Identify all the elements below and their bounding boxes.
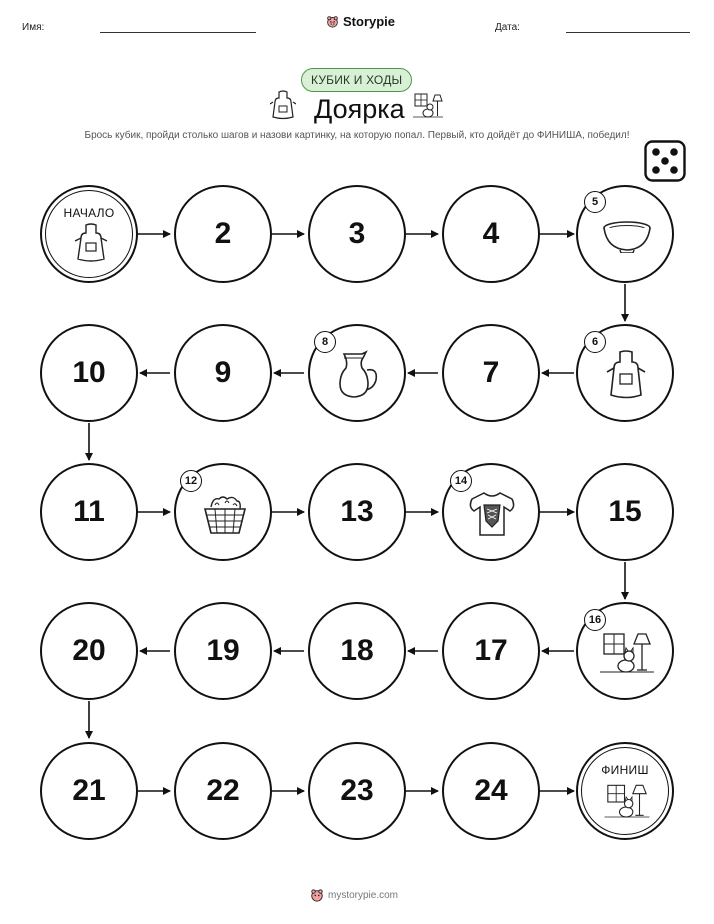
cell-7[interactable]	[442, 324, 540, 422]
cell-15[interactable]	[576, 463, 674, 561]
cell-number: 10	[72, 356, 106, 389]
cell-2[interactable]	[174, 185, 272, 283]
bowl-icon	[602, 219, 652, 253]
picture-number-badge: 6	[584, 331, 606, 353]
cat-room-icon	[603, 782, 651, 822]
cell-number: 15	[608, 495, 642, 528]
cell-11[interactable]	[40, 463, 138, 561]
finish-cell[interactable]	[576, 742, 674, 840]
jug-icon	[332, 350, 382, 400]
date-label: Дата:	[495, 22, 520, 33]
cell-17[interactable]	[442, 602, 540, 700]
finish-label: ФИНИШ	[601, 763, 649, 777]
picture-number-badge: 14	[450, 470, 472, 492]
cell-23[interactable]	[308, 742, 406, 840]
cell-10[interactable]	[40, 324, 138, 422]
cell-13[interactable]	[308, 463, 406, 561]
cell-number: 19	[206, 634, 240, 667]
cell-number: 3	[348, 217, 366, 250]
cell-3[interactable]	[308, 185, 406, 283]
game-type-badge: КУБИК И ХОДЫ	[301, 68, 412, 92]
cell-number: 21	[72, 774, 106, 807]
cell-9[interactable]	[174, 324, 272, 422]
page-title: Доярка	[314, 94, 405, 124]
start-label: НАЧАЛО	[63, 206, 115, 220]
cell-24[interactable]	[442, 742, 540, 840]
cell-number: 22	[206, 774, 240, 807]
apron-icon	[606, 350, 646, 400]
cell-21[interactable]	[40, 742, 138, 840]
cell-number: 11	[73, 495, 105, 528]
cat-room-icon	[600, 630, 654, 678]
cell-4[interactable]	[442, 185, 540, 283]
cell-number: 18	[340, 634, 374, 667]
picture-number-badge: 16	[584, 609, 606, 631]
cell-number: 24	[474, 774, 508, 807]
cell-22[interactable]	[174, 742, 272, 840]
cell-number: 13	[340, 495, 374, 528]
picture-number-badge: 5	[584, 191, 606, 213]
cell-19[interactable]	[174, 602, 272, 700]
instructions: Брось кубик, пройди столько шагов и назови картинку, на которую попал. Первый, кто дойдёт до ФИНИША, победил!	[84, 130, 630, 141]
cell-number: 7	[482, 356, 500, 389]
name-label: Имя:	[22, 22, 45, 33]
bodice-icon	[466, 491, 518, 537]
picture-number-badge: 12	[180, 470, 202, 492]
start-cell[interactable]	[40, 185, 138, 283]
picture-number-badge: 8	[314, 331, 336, 353]
bread-basket-icon	[201, 493, 249, 537]
apron-icon	[74, 223, 108, 263]
cell-18[interactable]	[308, 602, 406, 700]
brand-name: Storypie	[343, 14, 396, 29]
cell-number: 17	[474, 634, 508, 667]
storypie-logo-icon	[310, 888, 324, 902]
cell-number: 9	[214, 356, 232, 389]
cell-number: 20	[72, 634, 106, 667]
cell-number: 23	[340, 774, 374, 807]
cell-number: 2	[214, 217, 232, 250]
footer	[310, 888, 398, 902]
cell-number: 4	[482, 217, 500, 250]
cell-20[interactable]	[40, 602, 138, 700]
footer-site[interactable]: mystorypie.com	[328, 889, 399, 901]
